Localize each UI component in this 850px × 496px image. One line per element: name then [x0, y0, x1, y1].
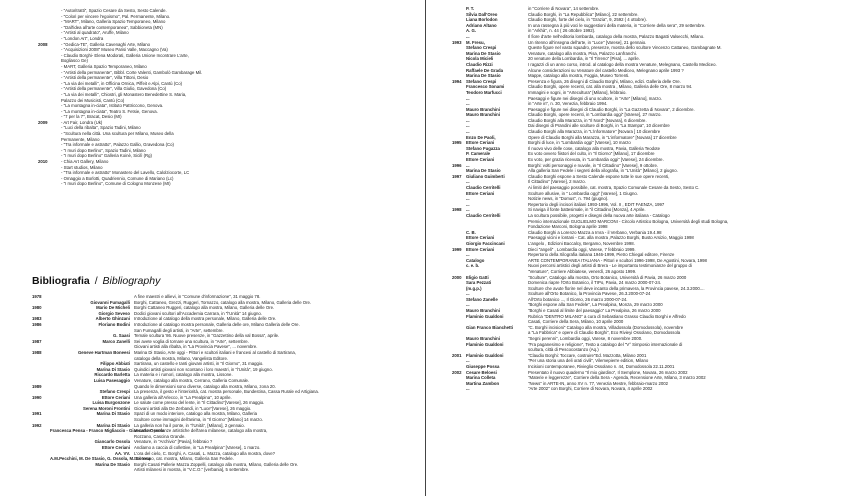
entry-text: Claudio Borghi, in "La Repubblica" [Milano], 22 settembre.: [528, 11, 639, 17]
entry-text: "News" in ARTE-IN, anno XV n. 77, Venezia Mestre, febbraio-marzo 2002: [528, 380, 669, 386]
entry-text: "Claudio Borghi: Toccare, costruire"Ed. Mazzotta, Milano 2001: [528, 352, 647, 358]
entry-author: Luisa Burgonzone: [92, 400, 130, 406]
bibliography-heading: [32, 275, 160, 287]
entry-text: "Borghi e Casati al limite del paesaggio" La Prealpina, 26 marzo 2000: [528, 308, 661, 314]
entry-author: Stefano Crespi: [466, 45, 497, 51]
entry-text: Bogliasco Ge): [61, 58, 88, 64]
entry-text: A fine maestri e allievi, in "Comune d'informazione", 31 maggio 78.: [134, 294, 261, 299]
entry-text: Repertorio della Xilografia italiana 1946-1999, Pietro Chiegal editore, Firenze: [528, 252, 675, 258]
entry-text: - "7 per la 7", Bracat, Desio (MI): [61, 114, 122, 120]
entry-author: Alberto Ghinzani: [95, 316, 130, 322]
entry-text: in "Corriere di Novara", 14 settembre.: [528, 6, 600, 11]
entry-text: Claudio Borghi, opere recenti, in "Lombardia oggi" [Varese], 27 marzo.: [528, 112, 662, 118]
entry-year: 1991: [32, 411, 42, 417]
entry-text: Casati, Corriere della Sera, Milano, 10 aprile 2000: [528, 319, 624, 325]
entry-author: Stefano Fugazza: [466, 145, 500, 151]
entry-text: Scultore come immagini dell'anima, in "Il Giorno" [Milano] 14 marzo.: [134, 417, 264, 423]
entry-text: - Art Fair, Londra (Uk): [61, 119, 103, 125]
entry-author: Liana Borlodon: [466, 17, 498, 23]
entry-author: c. e. b.: [466, 263, 480, 269]
entry-text: - "I muri dopo Berlino", Comune di Cologno Monzese (MI): [61, 181, 171, 187]
entry-text: Claudio Borghi espone a Sesto Calende espone tutte le sue opere recenti,: [528, 173, 670, 179]
entry-text: - "La montagna in-ciata", Teatro S. Fetsie, Genova.: [61, 108, 158, 114]
entry-year: 2009: [38, 119, 48, 125]
entry-author: ...: [466, 386, 470, 392]
entry-text: Rubrica "DENTRO MILANO" a cura di Sebastiano Grasso Claudio Borghi e Alfredo: [528, 313, 686, 319]
entry-author: Marina Di Stasio: [96, 411, 130, 417]
entry-text: - "London Art", Londra: [61, 35, 104, 41]
entry-year: 1987: [32, 338, 42, 344]
entry-author: ...: [466, 196, 470, 202]
entry-text: - "Artisti della permanente", Bibbl. Corte Valenti, Gambolò Gambarage Mil.: [61, 69, 203, 75]
entry-author: Mauro Branchini: [466, 106, 500, 112]
entry-text: La presenza, il gesto e l'interiorità, cat. mostra personale, Bundestina, Cassa Rurale ed Artigiana.: [134, 389, 319, 395]
entry-text: - "La montagna in-ciata", Istituto Pattriccono, Genova.: [61, 103, 164, 109]
entry-text: a "La Fabbrica" e opere di Claudio Borghi", Eco Rivieyi Ossolano, Domodossola: [528, 330, 681, 336]
entry-text: Il Cittadino" [Varese], 2 marzo.: [528, 179, 586, 185]
entry-author: Martina Zambon: [466, 380, 500, 386]
entry-text: Venature: presenze artistiche dell'area milanese, catalogo alla mostra,: [134, 428, 268, 434]
entry-author: Mauro Branchini: [466, 308, 500, 314]
entry-text: Dai disegni di Prandini alle sculture di Borghi, in "La Stampa", 10 dicembre: [528, 123, 670, 129]
entry-text: Opere di Claudio Borghi alla Marazza, in "L'informatore" [Novara] 17 dicembre: [528, 134, 677, 140]
entry-text: Il nuovo vivo delle cose, catalogo alla mostra, Pavia, Galleria Teodote: [528, 145, 661, 151]
exhibition-list: [0, 8, 425, 187]
entry-text: - "Artisti al quadrato", Aruffe, Milano: [61, 30, 129, 36]
entry-text: Claudio Borghi a Lorenzo Mazza a Imra - il Verbano, Verbania 19.4.98: [528, 229, 662, 235]
entry-year: 1993: [452, 39, 462, 45]
entry-author: Nicola Micieli: [466, 56, 494, 62]
entry-author: Adriano Altano: [466, 22, 497, 28]
entry-year: 1983: [32, 316, 42, 322]
entry-text: Borghi Cattaneo Ruggeri, catalogo alla mostra, Milano, Galleria delle Ore.: [134, 305, 275, 311]
entry-text: Si naviga il fonte battesimale, in "il Cittadino [Monza], 4 Aprile.: [528, 207, 646, 213]
entry-author: Flaminio Gualdoni: [466, 352, 504, 358]
entry-line: [0, 467, 425, 473]
entry-text: Giovani artisti alla De Zerbandi, in "Luce"[Varese], 26 maggio.: [134, 405, 252, 411]
bibliography-title: Bibliografia: [32, 275, 90, 287]
entry-year: 2002: [452, 369, 462, 375]
entry-author: Marina De Stasio: [95, 461, 130, 467]
entry-text: Premio internazionale GUGLIELMO MARCONI - Circolo Artistico Bologna, Università degli studi Bologna,: [528, 218, 729, 224]
entry-text: in "Arkhà", n. 44 ( 26 ottobre 1992).: [528, 28, 596, 34]
entry-author: Marina Di Stasio: [96, 366, 130, 372]
entry-author: Stefano Zanelle: [466, 296, 498, 302]
entry-text: "Arte 2002" con Borghi, Corriere di Novara, Novara, 4 aprile 2002: [528, 386, 653, 392]
entry-author: Claudio Cerritelli: [466, 185, 501, 190]
entry-author: P. Camerale: [466, 151, 491, 157]
entry-text: "Fra paganesimo e religione", Testo a catalogo del "V° Simposio internazionale di: [528, 341, 683, 347]
entry-year: 1994: [452, 78, 462, 84]
entry-text: Immagini e sogni, in "Artecultura" [Milano], febbraio.: [528, 89, 627, 95]
entry-text: "Materie e leggerezze", Corriere della Sera - Agenda, Recensione Arte, Milano, 3 marzo 2002: [528, 375, 706, 381]
entry-text: - "Autoritratti", Spazio Cesare da Sesto, Sesto Calende.: [61, 8, 167, 13]
entry-text: Dieci "angeli" , Lombardia oggi, Varese, 7 febbraio 1999.: [528, 246, 636, 252]
entry-text: Venature, in "Archivio" [Pavia], febbraio ?: [134, 439, 213, 445]
entry-text: Un ritenno all'insegna dell'arte, in "Luce" [Varese], 21 gennaio.: [528, 39, 647, 45]
entry-text: Sartirana, un castello e tanti giovani artisti, in "Il Giorno", 31 maggio.: [134, 361, 264, 367]
bibliography-subtitle: Bibliography: [102, 275, 161, 287]
entry-author: Ettore Ceriani: [101, 394, 130, 400]
entry-text: Introduzione al catalogo mostra personale, Galleria delle ore, Milano Galleria delle Ore.: [134, 321, 300, 327]
entry-text: Quindici artisti giovani non scontano i loro maestri, in "l'Unità", 19 giugno.: [134, 366, 273, 372]
entry-text: - Claudio Borghi- Elena Modorati, Galleria Unione Incontrare L'arte,: [61, 52, 189, 58]
entry-text: "C. Borghi incisioni" Catalogo alla mostra, Villadossola (Domodossola), novembre: [528, 324, 684, 330]
entry-text: Una galleria all'Arlecco, in "La Prealpina", 10 aprile.: [134, 394, 232, 400]
entry-author: Giovanni Fumagalli: [90, 299, 130, 305]
entry-text: Claudio Borghi, forte del cielo, in "Grazia", 9, 2592 ( 4 ottobre).: [528, 17, 647, 23]
entry-text: Presenza e figura, 26 disegni di Claudio Borghi, Milano, edizi. Galleria delle Ore.: [528, 78, 681, 84]
entry-text: L'angelo , Edizioni Baccalcy, Bergamo, Novembre 1998.: [528, 240, 635, 246]
entry-text: Ai limiti del paesaggio possibile, cat. mostra, Spazio Comunale Cesare da Sesto, Sesto C.: [528, 185, 700, 190]
entry-text: Nuovi percorsi artistici degli artisti di Brera - Le importantu testimonianze del gruppo di: [528, 263, 692, 269]
entry-text: La scultura possibile, progetti e disegni della nuova arte italiana - Catalogo: [528, 212, 670, 218]
entry-line: [0, 181, 425, 187]
entry-text: San Fumagalli degli artisti, in "Arte", settembre.: [134, 327, 224, 333]
entry-author: Marina De Stasio: [466, 168, 501, 174]
entry-text: Domenica riapre l'Orto Botanico, il TIPo, Pavia, 24 marzo 2000-07-24.: [528, 280, 662, 286]
entry-text: Claudio Borghi, opere recenti, cat. alla mostra , Milano, Galleria delle Ore, 8 marzo 94.: [528, 84, 693, 90]
entry-text: "Segni perenni", Lombardia oggi, Varese, 8 novembre 2000.: [528, 336, 643, 342]
entry-author: ...: [466, 201, 470, 207]
entry-year: 2010: [38, 159, 48, 165]
entry-text: Giovani artisti alla ribalta, in "La Provincia Pavese", ... novembre.: [134, 344, 258, 350]
entry-text: - "Tra informale e astratto" Monastero del Lavello, Calolziocorte, LC: [61, 170, 190, 176]
entry-author: Teodoro Marfucci: [466, 89, 502, 95]
entry-text: Le salute come presso del lente, in "Il Cittadino"[Varese], 26 maggio.: [134, 400, 265, 406]
entry-text: - "MART", Milano, Galleria Spazio Temporaneo, Milano: [61, 19, 166, 25]
entry-text: Sculture allusive, in " Lombardia oggi" [Varese], 1 Giugno.: [528, 190, 638, 196]
entry-author: ...: [466, 358, 470, 364]
entry-text: Andiamo a caccia di collettive, in "La Prealpina" [Varese], 1 marzo.: [134, 445, 261, 451]
entry-text: Repertorio degli incisori italiani 1993-1996, Vol. II , EDIT FAENZA, 1997: [528, 201, 665, 207]
entry-author: A. G.: [466, 28, 477, 34]
entry-author: Flaminio Gualdoni: [466, 313, 504, 319]
entry-author: Marina De Stasio: [466, 50, 501, 56]
entry-text: "Sculture", Catalogo alla mostra, Orto Botanico, Università di Pavia, 26 marzo 2000: [528, 274, 687, 280]
entry-author: AA. VV.: [114, 450, 130, 456]
entry-year: 2008: [38, 41, 48, 47]
entry-text: La materia e i rumori, catalogo alla mostra, Lissone.: [134, 372, 233, 378]
entry-text: L'ora del cielo, C. Borghi, A. Casati, L. Mazza, catalogo alla mostra, dove?: [134, 450, 276, 456]
entry-author: Ettore Ceriani: [466, 246, 495, 252]
entry-text: Introduzione al catalogo della mostra personale, Milano, Galleria delle Ore.: [134, 316, 277, 322]
entry-year: 1989: [32, 383, 42, 389]
entry-author: Giancarlo Ossola: [94, 439, 130, 445]
entry-author: Marina Colleta: [466, 375, 496, 381]
entry-text: Borghi: volti personaggi e nuvole, in "Il Cittadino" [Varese], 9 ottobre.: [528, 162, 659, 168]
entry-text: catalogo della mostra, Milano, Vangelista Editore.: [134, 355, 229, 361]
entry-author: Luisa Pasesaggio: [93, 377, 130, 383]
entry-author: ...: [466, 179, 470, 185]
entry-author: Mauro Branchini: [466, 112, 500, 118]
entry-text: In una rassegna à più voci le suggestioni della materia, in "Corriere della sera", 29 settembre.: [528, 22, 706, 28]
entry-author: Serena Moroni Frontini: [82, 405, 130, 411]
entry-text: Paesaggi e figure nei disegni di uno scultore, in "Arte" [Milano], marzo.: [528, 95, 662, 101]
entry-text: - "Scultura nella città. Una scultura per Milano, Museo della: [61, 131, 174, 137]
entry-author: Claudio Cerritelli: [466, 212, 501, 218]
entry-author: Marina Di Stasio: [96, 422, 130, 428]
entry-year: 1996: [452, 162, 462, 168]
entry-text: Quando le dimensioni sono diverse, catalogo alla mostra, Milano, zona 20.: [134, 383, 276, 389]
entry-author: Marina De Stasio: [466, 73, 501, 79]
entry-author: M. Fresu,: [466, 39, 485, 45]
entry-text: Borghi di luce, in "Lombardia oggi" [Varese], 10 marzo: [528, 140, 631, 146]
entry-author: Sara Pezzati: [466, 280, 492, 286]
entry-text: Borghi Casati Pallerie Mazza Zoppelli, catalogo alla mostra, Milano, Galleria delle Ore.: [134, 461, 299, 467]
entry-author: Francesca Pensa - Franco Migliaccio - Giancarlo Ossola: [50, 428, 165, 434]
entry-year: 1988: [32, 349, 42, 355]
entry-text: "Borghi espone alla San Fedele", La Prealpina, Monza, 29 marzo 2000: [528, 302, 663, 308]
entry-author: ...: [466, 162, 470, 168]
entry-year: 1997: [452, 173, 462, 179]
bibliography-list: [0, 294, 425, 473]
entry-author: G. Saasi: [113, 333, 130, 339]
entry-text: - "Dall'idea all'arte contemporanea", Sabbioneta (MN): [61, 24, 163, 30]
entry-author: Giorgio Faccincani: [466, 240, 505, 246]
entry-text: Incisioni contemporanee, Rivieglio Ossolano n. 44, Domodossola 22.11.2001: [528, 364, 675, 369]
entry-author: Eligio Gatti: [466, 274, 489, 280]
entry-text: Temale scultura '86. Nuove presenze, in "Gazzettino della val Bossa", aprile.: [134, 333, 280, 339]
entry-year: 1986: [32, 321, 42, 327]
entry-year: 1998: [452, 207, 462, 213]
entry-author: Silvia Dall'Oreo: [466, 11, 498, 17]
entry-text: - "Acquisizioni 2008" Museo Parisi Valle, Maccagno (Va): [61, 47, 168, 53]
entry-text: Queste figure nel vasto squadro, presenze, mostra dello scultore Vincenzo Cattaneo, Gambagnate M.: [528, 45, 722, 51]
entry-text: Claudio Borghi alla Marazza, in "L'informatore" [Novara ] 10 dicembre: [528, 129, 661, 135]
entry-author: (m.g.p.): [466, 285, 482, 291]
entry-author: C. B.: [466, 229, 476, 235]
entry-text: - "Gedica-TE", Galleria Cavenaghi Arte, Milano: [61, 41, 151, 47]
entry-line: [426, 386, 850, 392]
entry-text: "Per una storia una deli orati civili", Vilemepierre edition, Milano: [528, 358, 649, 364]
entry-author: Ettore Ceriani: [466, 157, 495, 163]
entry-author: Stefano Crespi: [466, 78, 497, 84]
bibliography-continued-list: [426, 6, 850, 392]
entry-text: I ragazzi di un anno corso, introd. al catalogo della mostra Venature, Melegnano, Castello Mediceo.: [528, 61, 717, 67]
entry-text: in "Arte in", n. 30, Venezia, febbraio 1994.: [528, 101, 608, 107]
entry-text: - "Colori per vincere l'egoismo", Pal. Permanente, Milano.: [61, 13, 171, 19]
entry-author: Stefano Crespi: [99, 389, 130, 395]
entry-text: Sculture che avute florire nel deve incanto della primavera, la Provincia pavese, 24.3.2000....: [528, 285, 705, 291]
entry-text: Presentato il nuovo quaderno "Il mio giardino", Il Semplone, Novara, 26 marzo 2002: [528, 369, 688, 375]
entry-text: Fondazione Marconi, Bologna aprile 1998: [528, 224, 608, 230]
entry-text: ARTE CONTEMPORANEA ITALIANA - Pittori e scultori 1996-1998, De Agostini, Novara, 1998: [528, 257, 707, 263]
entry-text: Artisti milanesi in mostra, in "V.C.O." [verbania], 5 settembre.: [134, 467, 250, 473]
entry-year: 1980: [32, 305, 42, 311]
entry-author: Francesco Sonami: [466, 84, 505, 90]
entry-text: "Venature", Corriere Abbiatese, venerdì, 26 agosto 1999.: [528, 268, 637, 274]
entry-author: ...: [466, 302, 470, 308]
entry-text: - "Tra informale e astratto", Palazzo Gallio, Gravedona (Co): [61, 142, 174, 148]
entry-author: Marco Zanelli: [102, 338, 130, 344]
entry-text: Alcune considerazioni su Venature del castello Mediceo, Melegnano aprile 1993 ?: [528, 67, 684, 73]
entry-text: Spazi di un modo interiore, catalogo alla mostra, Milano, Galleria: [134, 411, 258, 417]
entry-text: Paesaggi vicini e lontani - Cat. alla mostra ,Palazzo Borghi, Busto Arsizio, Maggio 1998: [528, 235, 694, 241]
entry-year: 1978: [32, 294, 42, 299]
entry-author: Ettore Ceriani: [466, 190, 495, 196]
entry-text: - "I muri dopo Berlino" Galleria Koinè, Sicilì (Rg): [61, 153, 152, 159]
entry-text: - Start studios, Milano: [61, 164, 103, 170]
entry-author: Catalogo: [466, 257, 485, 263]
entry-text: - Omaggio a Borlotti, Quadriennio, Comune di Mariano (Lc): [61, 175, 174, 181]
entry-text: - "La via dei metalli", Chiostri, gli Monastero Benedettine S. Maria,: [61, 91, 187, 97]
entry-text: - "La via dei metalli", in Officina Ornica, Piffeit e Alpi, Cantù (Co): [61, 80, 183, 86]
entry-text: Palazzo dei Musicisti, Cantù (Co): [61, 97, 125, 103]
entry-year: 1995: [452, 140, 462, 146]
entry-author: Ettore Ceriani: [101, 445, 130, 451]
entry-author: Raffaele De Grada: [466, 67, 504, 73]
entry-author: ...: [466, 252, 470, 258]
entry-author: ...: [466, 123, 470, 129]
entry-author: ...: [466, 33, 470, 39]
entry-text: - "I muri dopo Berlino", Spazio Tadini, Milano: [61, 147, 146, 153]
entry-text: scultura, città di Pescocostanzo (Aq.): [528, 347, 599, 353]
entry-author: ...: [466, 95, 470, 101]
entry-author: Filippo Abbiati: [100, 361, 130, 367]
entry-author: Cesare Beloesi: [466, 369, 497, 375]
entry-author: Floriano Bodini: [98, 321, 130, 327]
entry-author: Flaminio Gualdoni: [466, 341, 504, 347]
entry-text: Mappe, catalogo alla mostra, Foggia, Museo Torrenti.: [528, 73, 630, 79]
entry-year: 2000: [452, 274, 462, 280]
entry-text: Venature, catalogo alla mostra, Pisa, Palazzo Lanfranchi.: [528, 50, 637, 56]
entry-author: ...: [466, 291, 470, 297]
entry-text: Notizie news, in "Domus", n. 794 (giugno).: [528, 196, 609, 202]
entry-text: Ex voto, per grazia ricevuta, in "Lombardia oggi" [Varese], 24 dicembre.: [528, 157, 664, 163]
entry-text: - "Artisti della permanente", Villa Giulio, Gavedona (Co): [61, 86, 167, 92]
entry-text: Alla galleria San Fedele i segreti della xilografia, in "L'Unità" [Milano], 2 giugno.: [528, 168, 678, 174]
entry-author: Ettore Ceriani: [466, 235, 495, 241]
entry-text: Marina Di Stasio, Arte oggi - Pittori e scultori italiani e francesi al castello di Sartirana,: [134, 349, 296, 355]
entry-author: ...: [466, 129, 470, 135]
entry-author: P. T.: [466, 6, 475, 11]
entry-author: Giuliano Guimberti: [466, 173, 505, 179]
entry-text: La galleria non ha il ponte, in "l'Unità", [Milano], 2 gennaio.: [134, 422, 245, 428]
entry-text: Paesaggi e figure nei disegni di Claudio Borghi, in "La Gazzetta di Novara", 2 dicembre.: [528, 106, 695, 112]
entry-author: Mauro Branchini: [466, 336, 500, 342]
entry-author: ...: [466, 117, 470, 123]
entry-text: Sei avete voglia di tornare una scultura, in "Arte", settembre.: [134, 338, 249, 344]
entry-year: 1999: [452, 246, 462, 252]
entry-text: Permanente, Milano: [61, 136, 100, 142]
entry-author: Enzo De Paoli,: [466, 134, 496, 140]
entry-author: Riccardo Barletta: [94, 372, 130, 378]
entry-text: Rozzano, Cascina Grande.: [134, 433, 186, 439]
right-page: [425, 0, 850, 496]
entry-author: Ettore Ceriani: [466, 140, 495, 146]
entry-author: Giuseppe Possa: [466, 364, 500, 369]
entry-author: Giorgio Seveso: [98, 310, 130, 316]
entry-text: Del tempo, cat. mostra, Milano, Galleria San Fedele.: [134, 456, 234, 462]
entry-author: Geneve Hartman Boneesi: [77, 349, 130, 355]
bibliography-separator: /: [94, 275, 98, 287]
entry-author: Gian Franco Bianchetti: [466, 324, 514, 330]
entry-author: A.M.Pecchini, M. De Stasio, G. Ossola, M. Gorosa: [50, 456, 151, 462]
entry-text: All'Orto botanico ..., Il Giorno, 26 marzo 2000-07-24.: [528, 296, 628, 302]
entry-year: 1992: [32, 422, 42, 428]
entry-author: Mario De Micheli: [96, 305, 130, 311]
entry-text: Borghi, Cattaneo, Grezzi, Ruggeri, Tornazzo, catalogo alla mostra, Milano, Galleria delle Ore.: [134, 299, 312, 305]
entry-text: - "Luci della ribalta", Spazio Tadini, Milano: [61, 125, 141, 131]
entry-author: ...: [466, 207, 470, 213]
entry-text: Ex voto ovvero fiistori del culto, in "Il Giorno" [Milano], 17 dicembre: [528, 151, 655, 157]
entry-year: 1990: [32, 394, 42, 400]
entry-author: ...: [466, 101, 470, 107]
entry-text: Claudio Borghi alla Marazza, in "Il Nord" [Novara], 6 dicembre.: [528, 117, 647, 123]
entry-text: 20 venature della Lombardia, in "Il Tirreno" [Pisa], ... aprile.: [528, 56, 640, 62]
entry-text: Dodici giovani scultori all'Accademia Carrara, in "l'Unità" 14 giugno.: [134, 310, 262, 316]
entry-text: - "Artisti della permanente", Villa Tittoni, Desio: [61, 75, 149, 81]
entry-text: Il fiore d'arte nell'editoria lombarda, catalogo della mostra, Palazzo Bagatti Valsecchi, Milano.: [528, 33, 705, 39]
entry-text: Sculture all'Orto Botanico, la Provincia Pavese, 26.3.2000-07-24: [528, 291, 651, 297]
entry-text: - MART, Galleria Spazio Temporaneo, Milano: [61, 63, 147, 69]
entry-author: Claudio Rizzi: [466, 61, 493, 67]
entry-text: - Chia Art Gallery, Milano: [61, 159, 109, 165]
entry-year: 2001: [452, 352, 462, 358]
entry-text: Venature, catalogo alla mostra, Cerrano, Galleria Comunale.: [134, 377, 250, 383]
